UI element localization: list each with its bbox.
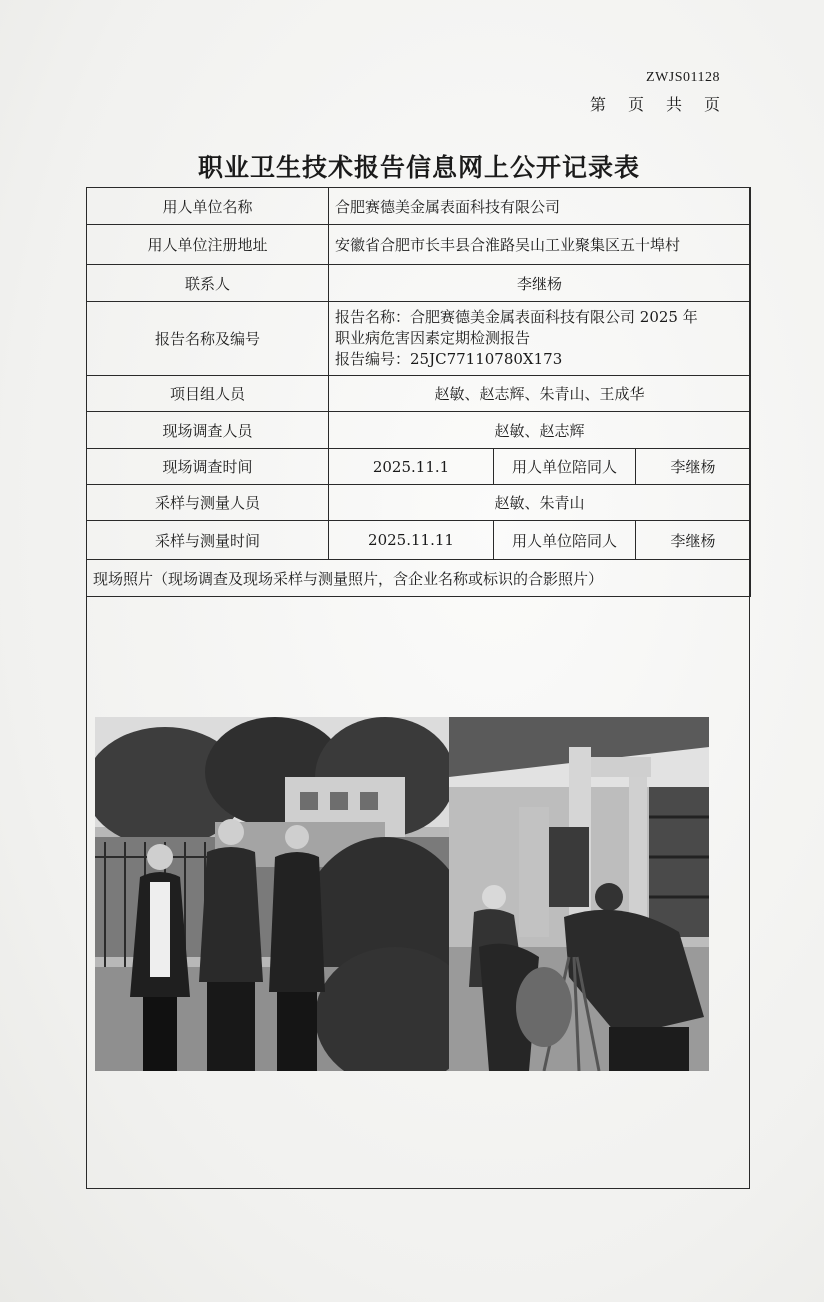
table-row	[87, 449, 751, 485]
employer-name-value: 合肥赛德美金属表面科技有限公司	[329, 188, 751, 225]
contact-label: 联系人	[87, 265, 329, 302]
table-row	[87, 225, 751, 265]
sampling-staff-value: 赵敏、朱青山	[329, 485, 751, 521]
employer-address-label: 用人单位注册地址	[87, 225, 329, 265]
survey-escort-label: 用人单位陪同人	[494, 449, 636, 485]
contact-value: 李继杨	[329, 265, 751, 302]
survey-staff-label: 现场调查人员	[87, 412, 329, 449]
page-number-line	[590, 92, 720, 115]
page-label-ye-total: 页	[703, 95, 720, 114]
report-name-line-2: 职业病危害因素定期检测报告	[335, 329, 531, 347]
report-name-line: 报告名称：合肥赛德美金属表面科技有限公司 2025 年	[335, 308, 698, 326]
sampling-time-label: 采样与测量时间	[87, 521, 329, 560]
table-row	[87, 376, 751, 412]
page-label-ye: 页	[627, 95, 644, 114]
table-row	[87, 188, 751, 225]
page-title: 职业卫生技术报告信息网上公开记录表	[197, 153, 640, 182]
survey-time-label: 现场调查时间	[87, 449, 329, 485]
sampling-escort-label: 用人单位陪同人	[494, 521, 636, 560]
document-code: ZWJS01128	[646, 70, 720, 85]
report-label: 报告名称及编号	[87, 302, 329, 376]
employer-address-value: 安徽省合肥市长丰县合淮路吴山工业聚集区五十埠村	[329, 225, 751, 265]
team-label: 项目组人员	[87, 376, 329, 412]
employer-name-label: 用人单位名称	[87, 188, 329, 225]
table-row	[87, 485, 751, 521]
photos-label: 现场照片（现场调查及现场采样与测量照片，含企业名称或标识的合影照片）	[87, 560, 751, 597]
record-table	[86, 187, 751, 597]
site-photos	[95, 717, 709, 1071]
report-value	[329, 302, 751, 376]
table-row	[87, 265, 751, 302]
table-row	[87, 521, 751, 560]
sampling-staff-label: 采样与测量人员	[87, 485, 329, 521]
page-label-gong: 共	[665, 95, 682, 114]
sampling-escort-value: 李继杨	[636, 521, 751, 560]
report-number-line: 报告编号：25JC77110780X173	[335, 350, 563, 368]
table-row	[87, 302, 751, 376]
page-label-di: 第	[589, 95, 606, 114]
sampling-photo	[449, 717, 709, 1071]
survey-time-value: 2025.11.1	[329, 449, 494, 485]
survey-staff-value: 赵敏、赵志辉	[329, 412, 751, 449]
table-row	[87, 412, 751, 449]
sampling-time-value: 2025.11.11	[329, 521, 494, 560]
survey-escort-value: 李继杨	[636, 449, 751, 485]
team-value: 赵敏、赵志辉、朱青山、王成华	[329, 376, 751, 412]
table-row	[87, 560, 751, 597]
group-photo	[95, 717, 449, 1071]
